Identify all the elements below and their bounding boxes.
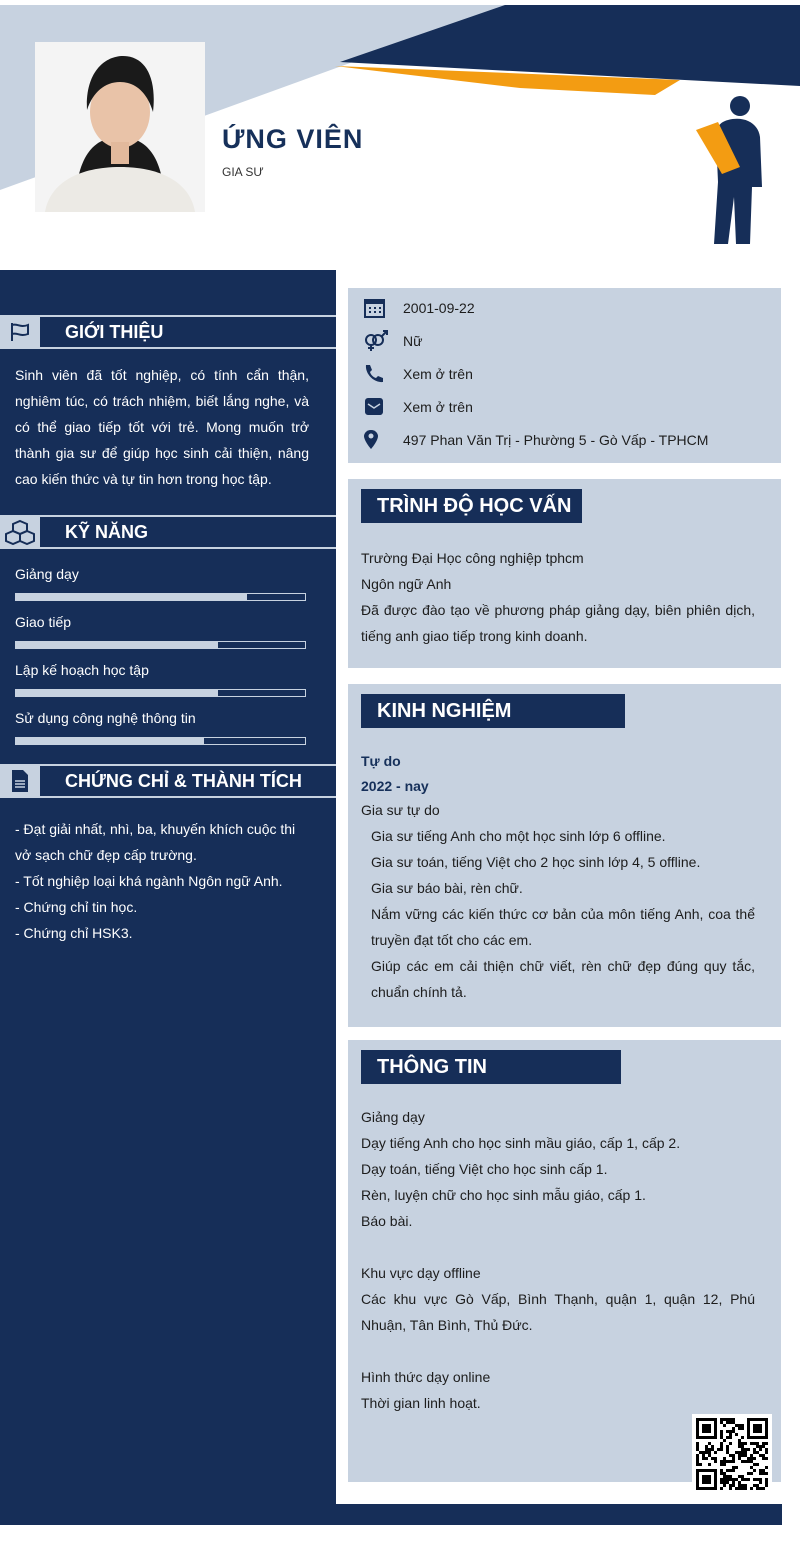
experience-task: Gia sư toán, tiếng Việt cho 2 học sinh lớp 4, 5 offline.: [371, 853, 701, 870]
candidate-role: GIA SƯ: [222, 165, 264, 179]
skill-item: [15, 566, 306, 601]
email-row: [362, 396, 772, 420]
skill-level-fill: [16, 738, 204, 744]
teach-item: Dạy tiếng Anh cho học sinh mầu giáo, cấp 1, cấp 2.: [361, 1135, 681, 1151]
address-row: [362, 429, 772, 453]
skill-level-fill: [16, 594, 247, 600]
online-heading: Hình thức dạy online: [361, 1369, 491, 1385]
skill-label: Sử dụng công nghệ thông tin: [15, 710, 196, 726]
skills-title: KỸ NĂNG: [65, 522, 149, 542]
gender-row: [362, 330, 772, 354]
experience-body: [361, 749, 755, 1005]
certs-section-header: [0, 764, 336, 798]
email-icon: [362, 396, 390, 418]
education-school: Trường Đại Học công nghiệp tphcm: [361, 550, 584, 566]
cert-item: - Chứng chỉ tin học.: [15, 899, 138, 915]
experience-period: 2022 - nay: [361, 777, 429, 794]
experience-task: Giúp các em cải thiện chữ viết, rèn chữ đẹp đúng quy tắc, chuẩn chính tả.: [371, 957, 755, 1000]
skill-label: Lập kế hoạch học tập: [15, 662, 149, 678]
intro-title: GIỚI THIỆU: [65, 322, 164, 342]
skill-level-fill: [16, 690, 218, 696]
online-text: Thời gian linh hoạt.: [361, 1395, 481, 1411]
teach-item: Rèn, luyện chữ cho học sinh mẫu giáo, cấp 1.: [361, 1187, 646, 1203]
education-major: Ngôn ngữ Anh: [361, 576, 452, 592]
contact-card: [348, 288, 781, 463]
skills-section-header: [0, 515, 336, 549]
candidate-name: ỨNG VIÊN: [222, 124, 364, 154]
skill-level-fill: [16, 642, 218, 648]
phone-value: Xem ở trên: [403, 366, 473, 382]
profile-photo-icon: [35, 42, 205, 212]
skill-level-bar: [15, 737, 306, 745]
calendar-icon: [362, 297, 390, 319]
experience-task: Gia sư báo bài, rèn chữ.: [371, 879, 523, 896]
email-value: Xem ở trên: [403, 399, 473, 415]
skill-level-bar: [15, 641, 306, 649]
teach-item: Dạy toán, tiếng Việt cho học sinh cấp 1.: [361, 1161, 608, 1177]
qr-code-icon: [696, 1418, 768, 1490]
skill-label: Giảng dạy: [15, 566, 79, 582]
cert-item: - Tốt nghiệp loại khá ngành Ngôn ngữ Anh.: [15, 873, 283, 889]
teach-item: Báo bài.: [361, 1213, 413, 1229]
experience-task: Nắm vững các kiến thức cơ bản của môn tiếng Anh, coa thể truyền đạt tốt cho các em.: [371, 905, 755, 948]
footer-bar: [0, 1504, 782, 1525]
flag-icon: [0, 317, 40, 347]
phone-icon: [362, 363, 390, 385]
skill-level-bar: [15, 689, 306, 697]
experience-position: Gia sư tự do: [361, 802, 440, 818]
experience-task: Gia sư tiếng Anh cho một học sinh lớp 6 offline.: [371, 827, 666, 844]
address-value: 497 Phan Văn Trị - Phường 5 - Gò Vấp - TPHCM: [403, 432, 709, 448]
gender-value: Nữ: [403, 333, 423, 349]
skill-item: [15, 710, 306, 745]
intro-text: Sinh viên đã tốt nghiệp, có tính cẩn thận, nghiêm túc, có trách nhiệm, biết lắng nghe, và có thể giao tiếp tốt với trẻ. Mong muốn trở thành gia sư để giúp học sinh cải thiện, nâng cao kiến thức và tự tin hơn trong học tập.: [15, 367, 309, 487]
gender-icon: [362, 330, 390, 352]
avatar: [35, 42, 205, 212]
worker-silhouette-icon: [688, 92, 768, 248]
skill-item: [15, 662, 306, 697]
experience-card: [348, 684, 781, 1027]
info-body: [361, 1104, 755, 1416]
cubes-icon: [0, 517, 40, 547]
experience-title: KINH NGHIỆM: [361, 694, 625, 728]
qr-code[interactable]: [692, 1414, 772, 1494]
document-icon: [0, 766, 40, 796]
dob-row: [362, 297, 772, 321]
education-title: TRÌNH ĐỘ HỌC VẤN: [361, 489, 582, 523]
area-heading: Khu vực dạy offline: [361, 1265, 481, 1281]
skill-item: [15, 614, 306, 649]
location-pin-icon: [362, 429, 390, 451]
left-sidebar: [0, 270, 336, 1504]
dob-value: 2001-09-22: [403, 300, 475, 316]
area-text: Các khu vực Gò Vấp, Bình Thạnh, quận 1, quận 12, Phú Nhuận, Tân Bình, Thủ Đức.: [361, 1291, 755, 1333]
phone-row: [362, 363, 772, 387]
certs-title: CHỨNG CHỈ & THÀNH TÍCH: [65, 771, 302, 791]
skill-label: Giao tiếp: [15, 614, 72, 630]
resume-header: [0, 0, 800, 270]
cert-item: - Đạt giải nhất, nhì, ba, khuyến khích cuộc thi vở sạch chữ đẹp cấp trường.: [15, 821, 296, 863]
experience-company: Tự do: [361, 753, 401, 769]
cert-item: - Chứng chỉ HSK3.: [15, 925, 133, 941]
intro-section-header: [0, 315, 336, 349]
teach-heading: Giảng dạy: [361, 1109, 425, 1125]
skill-level-bar: [15, 593, 306, 601]
certs-list: [15, 816, 315, 946]
education-card: [348, 479, 781, 668]
education-desc: Đã được đào tạo về phương pháp giảng dạy, biên phiên dịch, tiếng anh giao tiếp trong kinh doanh.: [361, 602, 755, 644]
info-title: THÔNG TIN: [361, 1050, 621, 1084]
education-body: [361, 545, 755, 649]
